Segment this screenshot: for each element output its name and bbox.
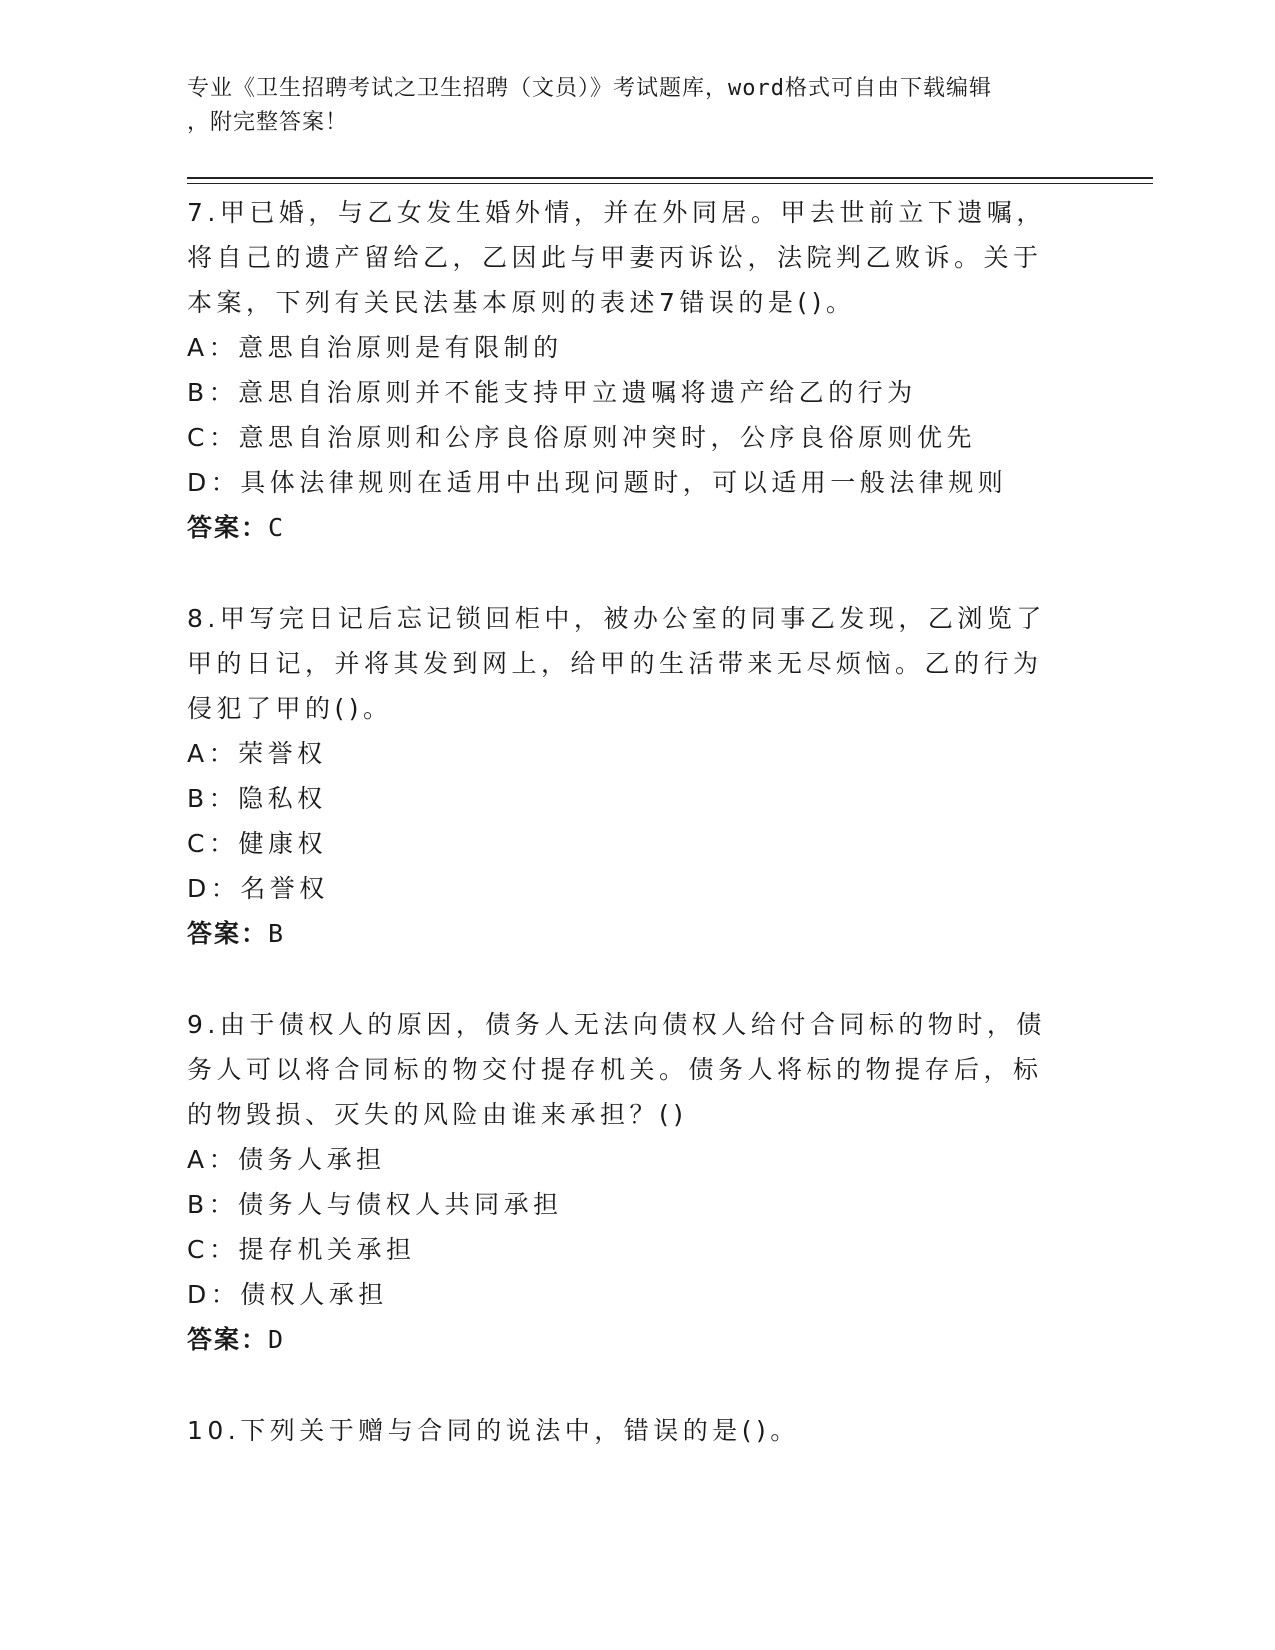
question-stem: 7.甲已婚，与乙女发生婚外情，并在外同居。甲去世前立下遗嘱，将自己的遗产留给乙，乙因此与甲妻丙诉讼，法院判乙败诉。关于本案，下列有关民法基本原则的表述7错误的是()。 (187, 198, 1046, 317)
answer-value: C (268, 513, 286, 542)
answer (187, 505, 1067, 550)
option-c: C：意思自治原则和公序良俗原则冲突时，公序良俗原则优先 (187, 423, 976, 452)
document-header (187, 72, 1067, 140)
header-line-1: 专业《卫生招聘考试之卫生招聘（文员）》考试题库，word格式可自由下载编辑 (187, 76, 992, 101)
header-divider-thick (187, 177, 1153, 179)
answer (187, 911, 1067, 956)
answer-value: B (268, 919, 286, 948)
question-stem: 9.由于债权人的原因，债务人无法向债权人给付合同标的物时，债务人可以将合同标的物交付提存机关。债务人将标的物提存后，标的物毁损、灭失的风险由谁来承担？() (187, 1010, 1046, 1129)
option-c: C：提存机关承担 (187, 1235, 416, 1264)
answer-label: 答案： (187, 513, 269, 542)
question-stem: 8.甲写完日记后忘记锁回柜中，被办公室的同事乙发现，乙浏览了甲的日记，并将其发到网上，给甲的生活带来无尽烦恼。乙的行为侵犯了甲的()。 (187, 604, 1046, 723)
question-10 (187, 1408, 1067, 1453)
answer-label: 答案： (187, 1325, 269, 1354)
question-9 (187, 1002, 1067, 1362)
option-a: A：荣誉权 (187, 739, 327, 768)
question-list (187, 190, 1067, 1499)
option-d: D：具体法律规则在适用中出现问题时，可以适用一般法律规则 (187, 468, 1008, 497)
option-a: A：意思自治原则是有限制的 (187, 333, 563, 362)
option-a: A：债务人承担 (187, 1145, 386, 1174)
answer-value: D (268, 1325, 286, 1354)
answer (187, 1317, 1067, 1362)
option-c: C：健康权 (187, 829, 327, 858)
option-b: B：债务人与债权人共同承担 (187, 1190, 563, 1219)
header-line-2: ，附完整答案！ (187, 110, 349, 135)
option-b: B：意思自治原则并不能支持甲立遗嘱将遗产给乙的行为 (187, 378, 917, 407)
question-stem: 10.下列关于赠与合同的说法中，错误的是()。 (187, 1416, 800, 1445)
option-b: B：隐私权 (187, 784, 327, 813)
option-d: D：名誉权 (187, 874, 329, 903)
option-d: D：债权人承担 (187, 1280, 388, 1309)
question-7 (187, 190, 1067, 550)
answer-label: 答案： (187, 919, 269, 948)
question-8 (187, 596, 1067, 956)
header-divider-thin (187, 183, 1153, 184)
